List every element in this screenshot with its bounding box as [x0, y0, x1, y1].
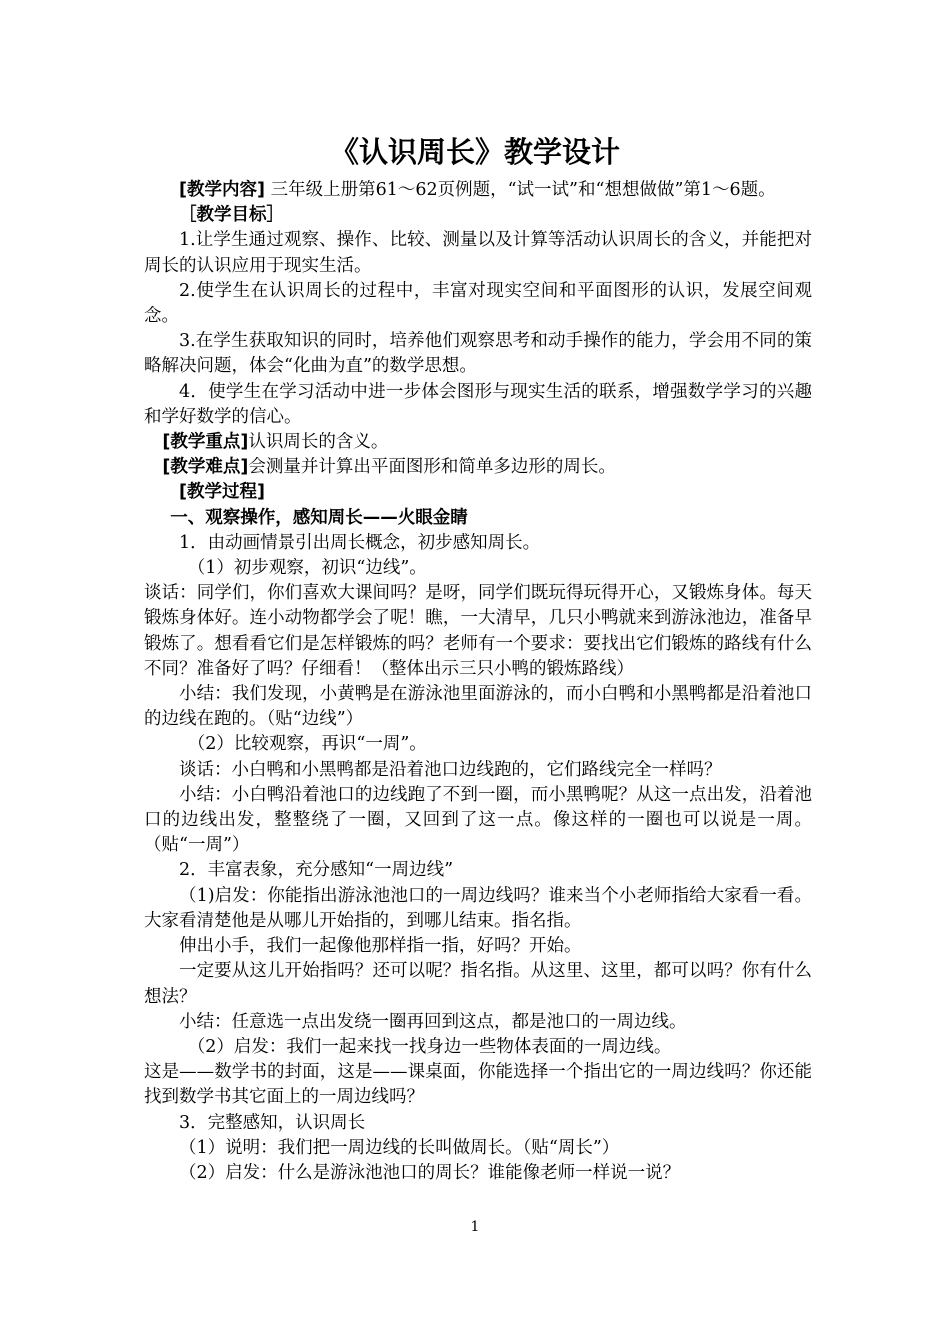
paragraph: 一定要从这儿开始指吗？还可以呢？指名指。从这里、这里，都可以吗？你有什么想法？: [144, 961, 812, 1007]
teaching-content: [144, 178, 812, 203]
document-body: [144, 178, 812, 1186]
goal-item: 1.让学生通过观察、操作、比较、测量以及计算等活动认识周长的含义，并能把对周长的认识应用于现实生活。: [144, 230, 812, 276]
teaching-content-label: [教学内容]: [179, 180, 265, 200]
paragraph: 谈话：小白鸭和小黑鸭都是沿着池口边线跑的，它们路线完全一样吗？: [179, 759, 722, 780]
paragraph: （1）初步观察，初识“边线”。: [187, 558, 427, 579]
paragraph: 小结：任意选一点出发绕一圈再回到这点，都是池口的一周边线。: [179, 1011, 687, 1032]
paragraph: （2）启发：我们一起来找一找身边一些物体表面的一周边线。: [187, 1036, 672, 1057]
teaching-key-label: [教学重点]: [162, 432, 249, 453]
paragraph: 1．由动画情景引出周长概念，初步感知周长。: [179, 532, 541, 553]
page-number: 1: [470, 1219, 480, 1235]
teaching-key: [144, 430, 812, 455]
paragraph: 小结：我们发现，小黄鸭是在游泳池里面游泳的，而小白鸭和小黑鸭都是沿着池口的边线在跑的。（贴“边线”）: [144, 684, 812, 730]
paragraph: 2．丰富表象，充分感知“一周边线”: [179, 860, 454, 881]
section-heading: 一、观察操作，感知周长——火眼金睛: [170, 507, 468, 528]
paragraph: （1)启发：你能指出游泳池池口的一周边线吗？谁来当个小老师指给大家看一看。大家看清楚他是从哪儿开始指的，到哪儿结束。指名指。: [144, 885, 812, 931]
teaching-process-heading: [教学过程]: [179, 482, 265, 503]
paragraph: 3．完整感知，认识周长: [179, 1112, 366, 1133]
paragraph: （2）启发：什么是游泳池池口的周长？谁能像老师一样说一说？: [179, 1162, 681, 1183]
teaching-goals-heading: ［教学目标］: [179, 205, 284, 226]
goal-item: 2.使学生在认识周长的过程中，丰富对现实空间和平面图形的认识，发展空间观念。: [144, 280, 812, 327]
paragraph: 伸出小手，我们一起像他那样指一指，好吗？开始。: [179, 936, 582, 957]
paragraph: 小结：小白鸭沿着池口的边线跑了不到一圈，而小黑鸭呢？从这一点出发，沿着池口的边线出发，整整绕了一圈，又回到了这一点。像这样的一圈也可以说是一周。（贴“一周”）: [144, 784, 812, 856]
paragraph: 谈话：同学们，你们喜欢大课间吗？是呀，同学们既玩得玩得开心，又锻炼身体。每天锻炼身体好。连小动物都学会了呢！瞧，一大清早，几只小鸭就来到游泳池边，准备早锻炼了。想看看它们是怎样锻炼的吗？老师有一个要求：要找出它们锻炼的路线有什么不同？准备好了吗？仔细看！（整体出示三只小鸭的锻炼路线）: [144, 583, 812, 679]
teaching-content-text: 三年级上册第61～62页例题，“试一试”和“想想做做”第1～6题。: [270, 180, 776, 200]
teaching-key-text: 认识周长的含义。: [248, 432, 389, 453]
teaching-difficulty-text: 会测量并计算出平面图形和简单多边形的周长。: [248, 457, 616, 478]
teaching-difficulty-label: [教学难点]: [162, 457, 249, 478]
teaching-difficulty: [144, 455, 812, 480]
document-title: 《认识周长》教学设计: [329, 135, 620, 169]
paragraph: （2）比较观察，再识“一周”。: [187, 734, 427, 755]
paragraph: 这是——数学书的封面，这是——课桌面，你能选择一个指出它的一周边线吗？你还能找到数学书其它面上的一周边线吗？: [144, 1062, 812, 1108]
goal-item: 4．使学生在学习活动中进一步体会图形与现实生活的联系，增强数学学习的兴趣和学好数学的信心。: [144, 381, 812, 427]
paragraph: （1）说明：我们把一周边线的长叫做周长。（贴“周长”）: [179, 1137, 620, 1158]
goal-item: 3.在学生获取知识的同时，培养他们观察思考和动手操作的能力，学会用不同的策略解决问题，体会“化曲为直”的数学思想。: [144, 331, 812, 377]
